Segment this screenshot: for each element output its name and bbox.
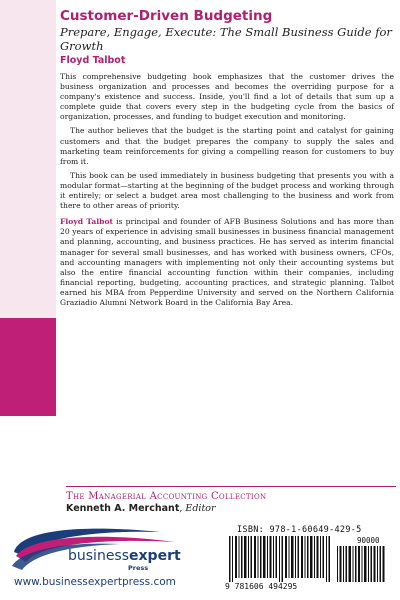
editor-role: Editor: [185, 503, 216, 514]
publisher-wordmark-bold: expert: [129, 548, 181, 564]
publisher-wordmark-light: business: [68, 548, 130, 564]
barcode-digits: 9 781606 494295: [225, 582, 298, 591]
back-cover-content: [60, 8, 394, 312]
collection-section: [66, 486, 396, 514]
publisher-logo: [10, 522, 185, 576]
book-author: Floyd Talbot: [60, 55, 126, 66]
book-subtitle: Prepare, Engage, Execute: The Small Business Guide for Growth: [60, 25, 392, 53]
collection-editor: Kenneth A. Merchant, Editor: [66, 503, 216, 514]
author-bio: [60, 217, 394, 308]
decorative-sidebar-light: [0, 0, 56, 318]
author-bio-name: Floyd Talbot: [60, 217, 114, 227]
isbn-barcode: [223, 524, 394, 596]
collection-title: The Managerial Accounting Collection: [66, 491, 267, 502]
editor-name: Kenneth A. Merchant: [66, 503, 180, 514]
book-title: Customer-Driven Budgeting: [60, 8, 273, 24]
description-paragraph-3: This book can be used immediately in business budgeting that presents you with a modular format—starting at the beginning of the budget process and working through it entirely; or select a budget area most challenging to the business and work from there to other areas of priority.: [60, 170, 394, 211]
description-paragraph-1: This comprehensive budgeting book emphasizes that the customer drives the business organization and processes and becomes the overriding purpose for a company's existence and success. Inside, you'll find a lot of details that sum up a complete guide that covers every step in the budgeting cycle from the basics of organization, processes, and funding to budget execution and monitoring.: [60, 72, 394, 122]
isbn-number: ISBN: 978-1-60649-429-5: [237, 525, 362, 535]
publisher-wordmark: [68, 548, 181, 564]
publisher-website[interactable]: www.businessexpertpress.com: [14, 576, 176, 588]
decorative-sidebar-accent: [0, 318, 56, 416]
description-paragraph-2: The author believes that the budget is the starting point and catalyst for gaining customers and that the budget prepares the company to supply the sales and marketing team reinforcements for giving a compelling reason for customers to buy from it.: [60, 126, 394, 166]
author-bio-text: is principal and founder of AFB Business Solutions and has more than 20 years of experience in advising small businesses in business financial management and planning, accounting, and business practices. He has served as interim financial manager for several small businesses, and has worked with business owners, CFOs, and accounting managers with implementing not only their accounting systems but also the entire financial accounting function within their companies, including financial reporting, budgeting, accounting practices, and strategic planning. Talbot earned his MBA from Pepperdine University and served on the Northern California Graziadio Alumni Network Board in the California Bay Area.: [60, 217, 394, 307]
publisher-press-label: Press: [128, 564, 149, 572]
price-code: 90000: [357, 536, 380, 545]
